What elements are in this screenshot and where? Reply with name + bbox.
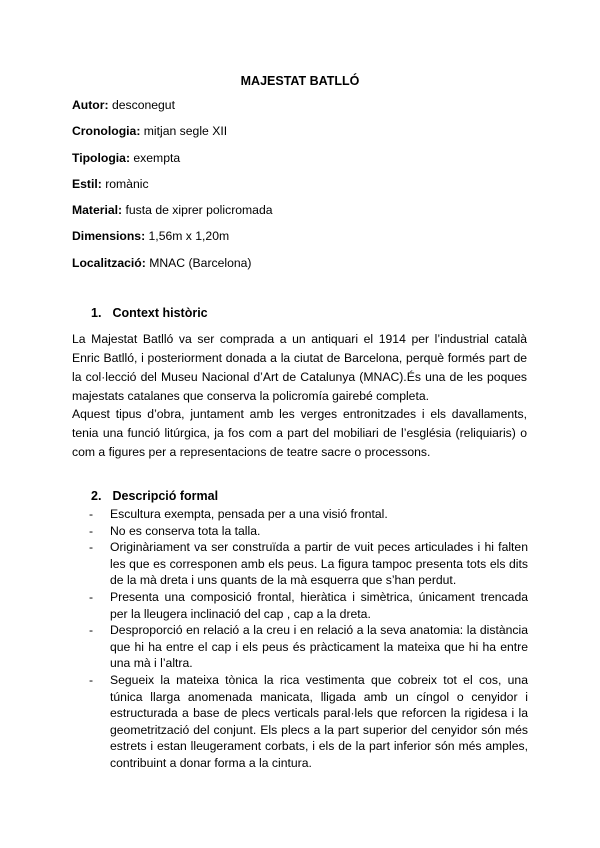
meta-label: Material: xyxy=(72,203,123,217)
list-item xyxy=(89,672,528,772)
meta-material xyxy=(72,203,532,217)
meta-label: Estil: xyxy=(72,177,102,191)
meta-value: 1,56m x 1,20m xyxy=(148,229,230,243)
list-item-text: Originàriament va ser construïda a partir de vuit peces articulades i hi falten les que es corresponen amb els peus. La figura tampoc presenta tots els dits de la mà dreta i uns quants de la mà esquerra que s’han perdut. xyxy=(110,540,528,588)
meta-typology xyxy=(72,151,532,165)
meta-value: exempta xyxy=(133,151,181,165)
list-item-text: Segueix la mateixa tònica la rica vestimenta que cobreix tot el cos, una túnica llarga anomenada manicata, lligada amb un cíngol o cenyidor i estructurada a base de plecs verticals paral·lels que reforcen la rigidesa i la geometrització del conjunt. Els plecs a la part superior del cenyidor són més estrets i estan lleugerament corbats, i els de la part inferior són més amples, contribuint a donar forma a la cintura. xyxy=(110,672,528,770)
section-1-heading xyxy=(91,306,208,320)
meta-label: Dimensions: xyxy=(72,229,146,243)
list-item-text: Desproporció en relació a la creu i en relació a la seva anatomia: la distància que hi ha entre el cap i els peus és pràcticament la mateixa que hi ha entre una mà i l’altra. xyxy=(110,623,528,671)
meta-label: Tipologia: xyxy=(72,151,130,165)
meta-value: romànic xyxy=(105,177,149,191)
meta-value: MNAC (Barcelona) xyxy=(149,256,252,270)
section-title: Context històric xyxy=(112,306,208,320)
list-item-text: Presenta una composició frontal, hieràtica i simètrica, únicament trencada per la lleugera inclinació del cap , cap a la dreta. xyxy=(110,589,528,621)
meta-value: mitjan segle XII xyxy=(143,124,228,138)
list-item xyxy=(89,622,528,672)
bullet-marker: - xyxy=(89,523,94,538)
meta-author xyxy=(72,98,532,112)
meta-location xyxy=(72,256,532,270)
list-item xyxy=(89,523,528,540)
list-item xyxy=(89,589,528,622)
list-item xyxy=(89,539,528,589)
section-number: 1. xyxy=(91,306,102,320)
bullet-list xyxy=(89,506,528,772)
meta-label: Cronologia: xyxy=(72,124,141,138)
list-item xyxy=(89,506,528,523)
meta-style xyxy=(72,177,532,191)
bullet-marker: - xyxy=(89,623,94,638)
section-number: 2. xyxy=(91,489,102,503)
paragraph: La Majestat Batlló va ser comprada a un antiquari el 1914 per l’industrial català Enric Batlló, i posteriorment donada a la ciutat de Barcelona, perquè formés part de la col·lecció del Museu Nacional d’Art de Catalunya (MNAC).És una de les poques majestats catalanes que conserva la policromía gairebé completa. xyxy=(72,332,527,403)
meta-label: Localització: xyxy=(72,256,146,270)
meta-chronology xyxy=(72,124,532,138)
paragraph: Aquest tipus d’obra, juntament amb les verges entronitzades i els davallaments, tenia una funció litúrgica, ja fos com a part del mobiliari de l’església (reliquiaris) o com a figures per a representacions de teatre sacre o processons. xyxy=(72,407,527,459)
bullet-marker: - xyxy=(89,672,94,687)
bullet-marker: - xyxy=(89,589,94,604)
bullet-marker: - xyxy=(89,507,94,521)
meta-value: fusta de xiprer policromada xyxy=(125,203,273,217)
section-2-heading xyxy=(91,489,218,503)
meta-value: desconegut xyxy=(111,98,175,112)
meta-dimensions xyxy=(72,229,532,243)
section-title: Descripció formal xyxy=(112,489,219,503)
list-item-text: No es conserva tota la talla. xyxy=(110,523,261,538)
bullet-marker: - xyxy=(89,540,94,555)
document-title: MAJESTAT BATLLÓ xyxy=(240,74,360,88)
list-item-text: Escultura exempta, pensada per a una visió frontal. xyxy=(110,507,388,521)
meta-label: Autor: xyxy=(72,98,109,112)
